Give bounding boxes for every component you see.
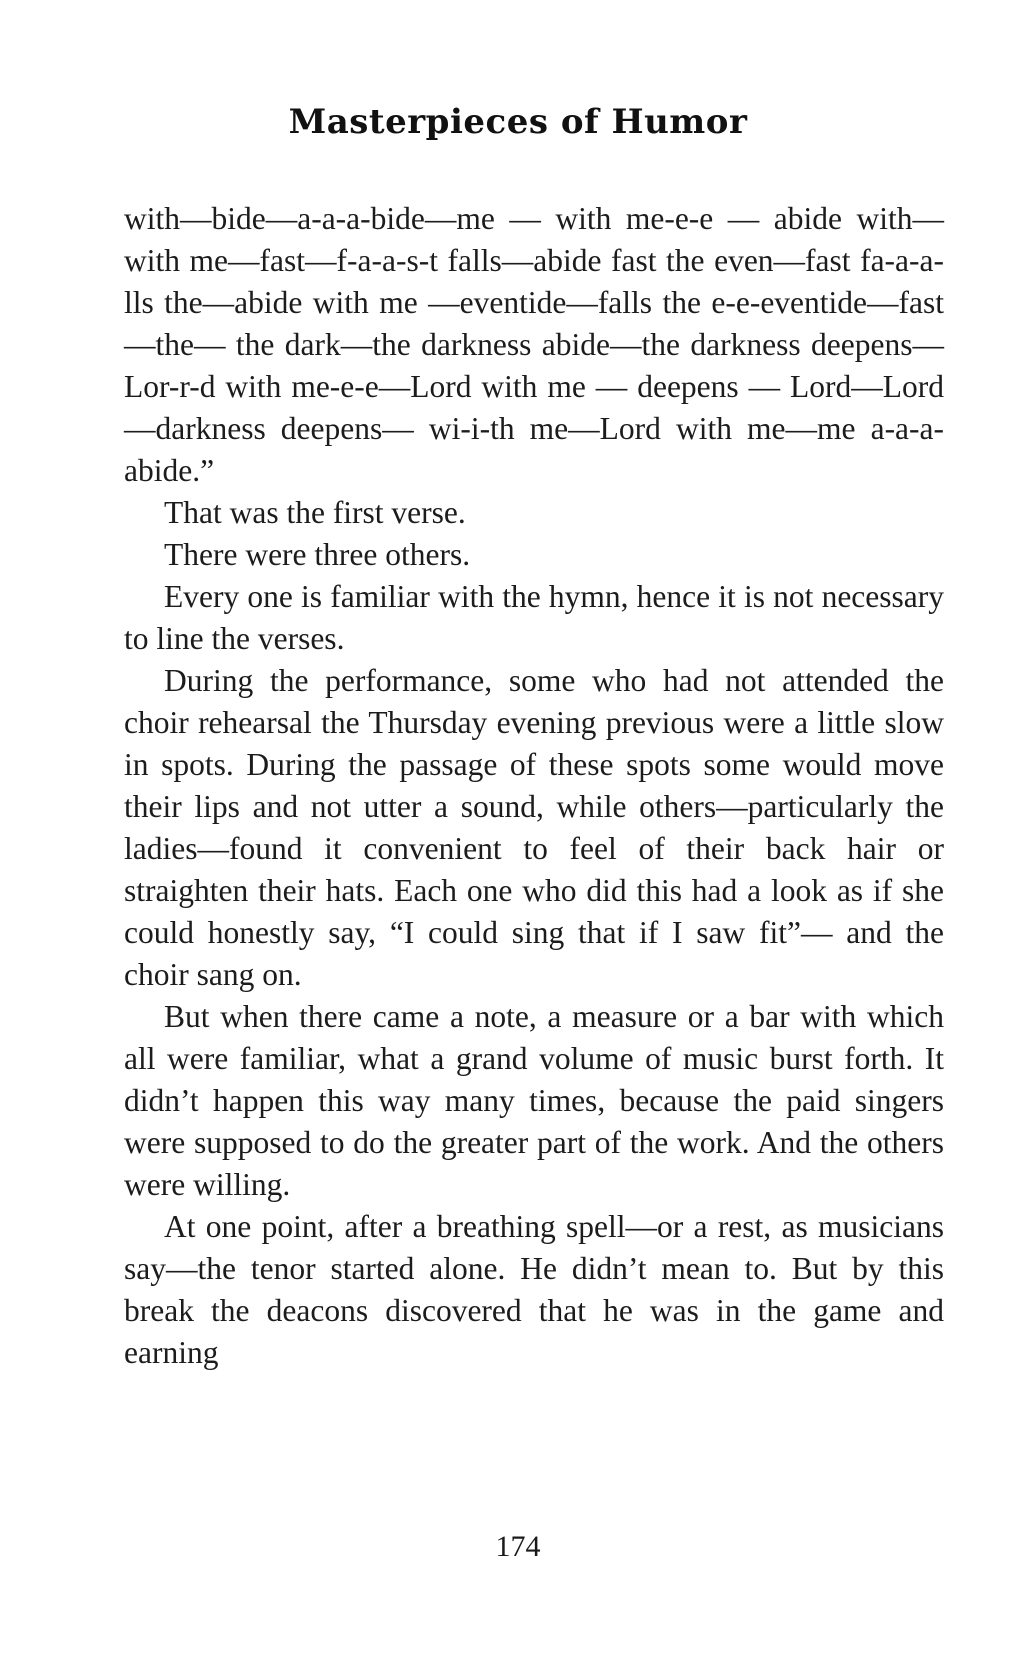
paragraph: At one point, after a breathing spell—or a rest, as musicians say—the tenor started alone. He didn’t mean to. But by this break the deacons discovered that he was in the game and earning xyxy=(124,1209,944,1370)
paragraph: That was the first verse. xyxy=(164,495,466,530)
paragraph-continued: with—bide—a-a-a-bide—me — with me-e-e — abide with—with me—fast—f-a-a-s-t falls—abide fast the even—fast fa-a-a-lls the—abide with me —eventide—falls the e-e-eventide—fast—the— the dark—the darkness abide—the darkness deepens—Lor-r-d with me-e-e—Lord with me — deepens — Lord—Lord—darkness deepens— wi-i-th me—Lord with me—me a-a-a-abide.” xyxy=(124,201,944,488)
paragraph: Every one is familiar with the hymn, hence it is not necessary to line the verses. xyxy=(124,579,944,656)
paragraph: There were three others. xyxy=(164,537,471,572)
page-number: 174 xyxy=(495,1530,541,1563)
paragraph: During the performance, some who had not attended the choir rehearsal the Thursday evening previous were a little slow in spots. During the passage of these spots some would move their lips and not utter a sound, while others—particularly the ladies—found it convenient to feel of their back hair or straighten their hats. Each one who did this had a look as if she could honestly say, “I could sing that if I saw fit”— and the choir sang on. xyxy=(124,663,944,992)
paragraph: But when there came a note, a measure or a bar with which all were familiar, what a grand volume of music burst forth. It didn’t happen this way many times, because the paid singers were supposed to do the greater part of the work. And the others were willing. xyxy=(124,999,944,1202)
running-header-title: Masterpieces of Humor xyxy=(288,102,748,142)
body-text xyxy=(124,198,944,1374)
